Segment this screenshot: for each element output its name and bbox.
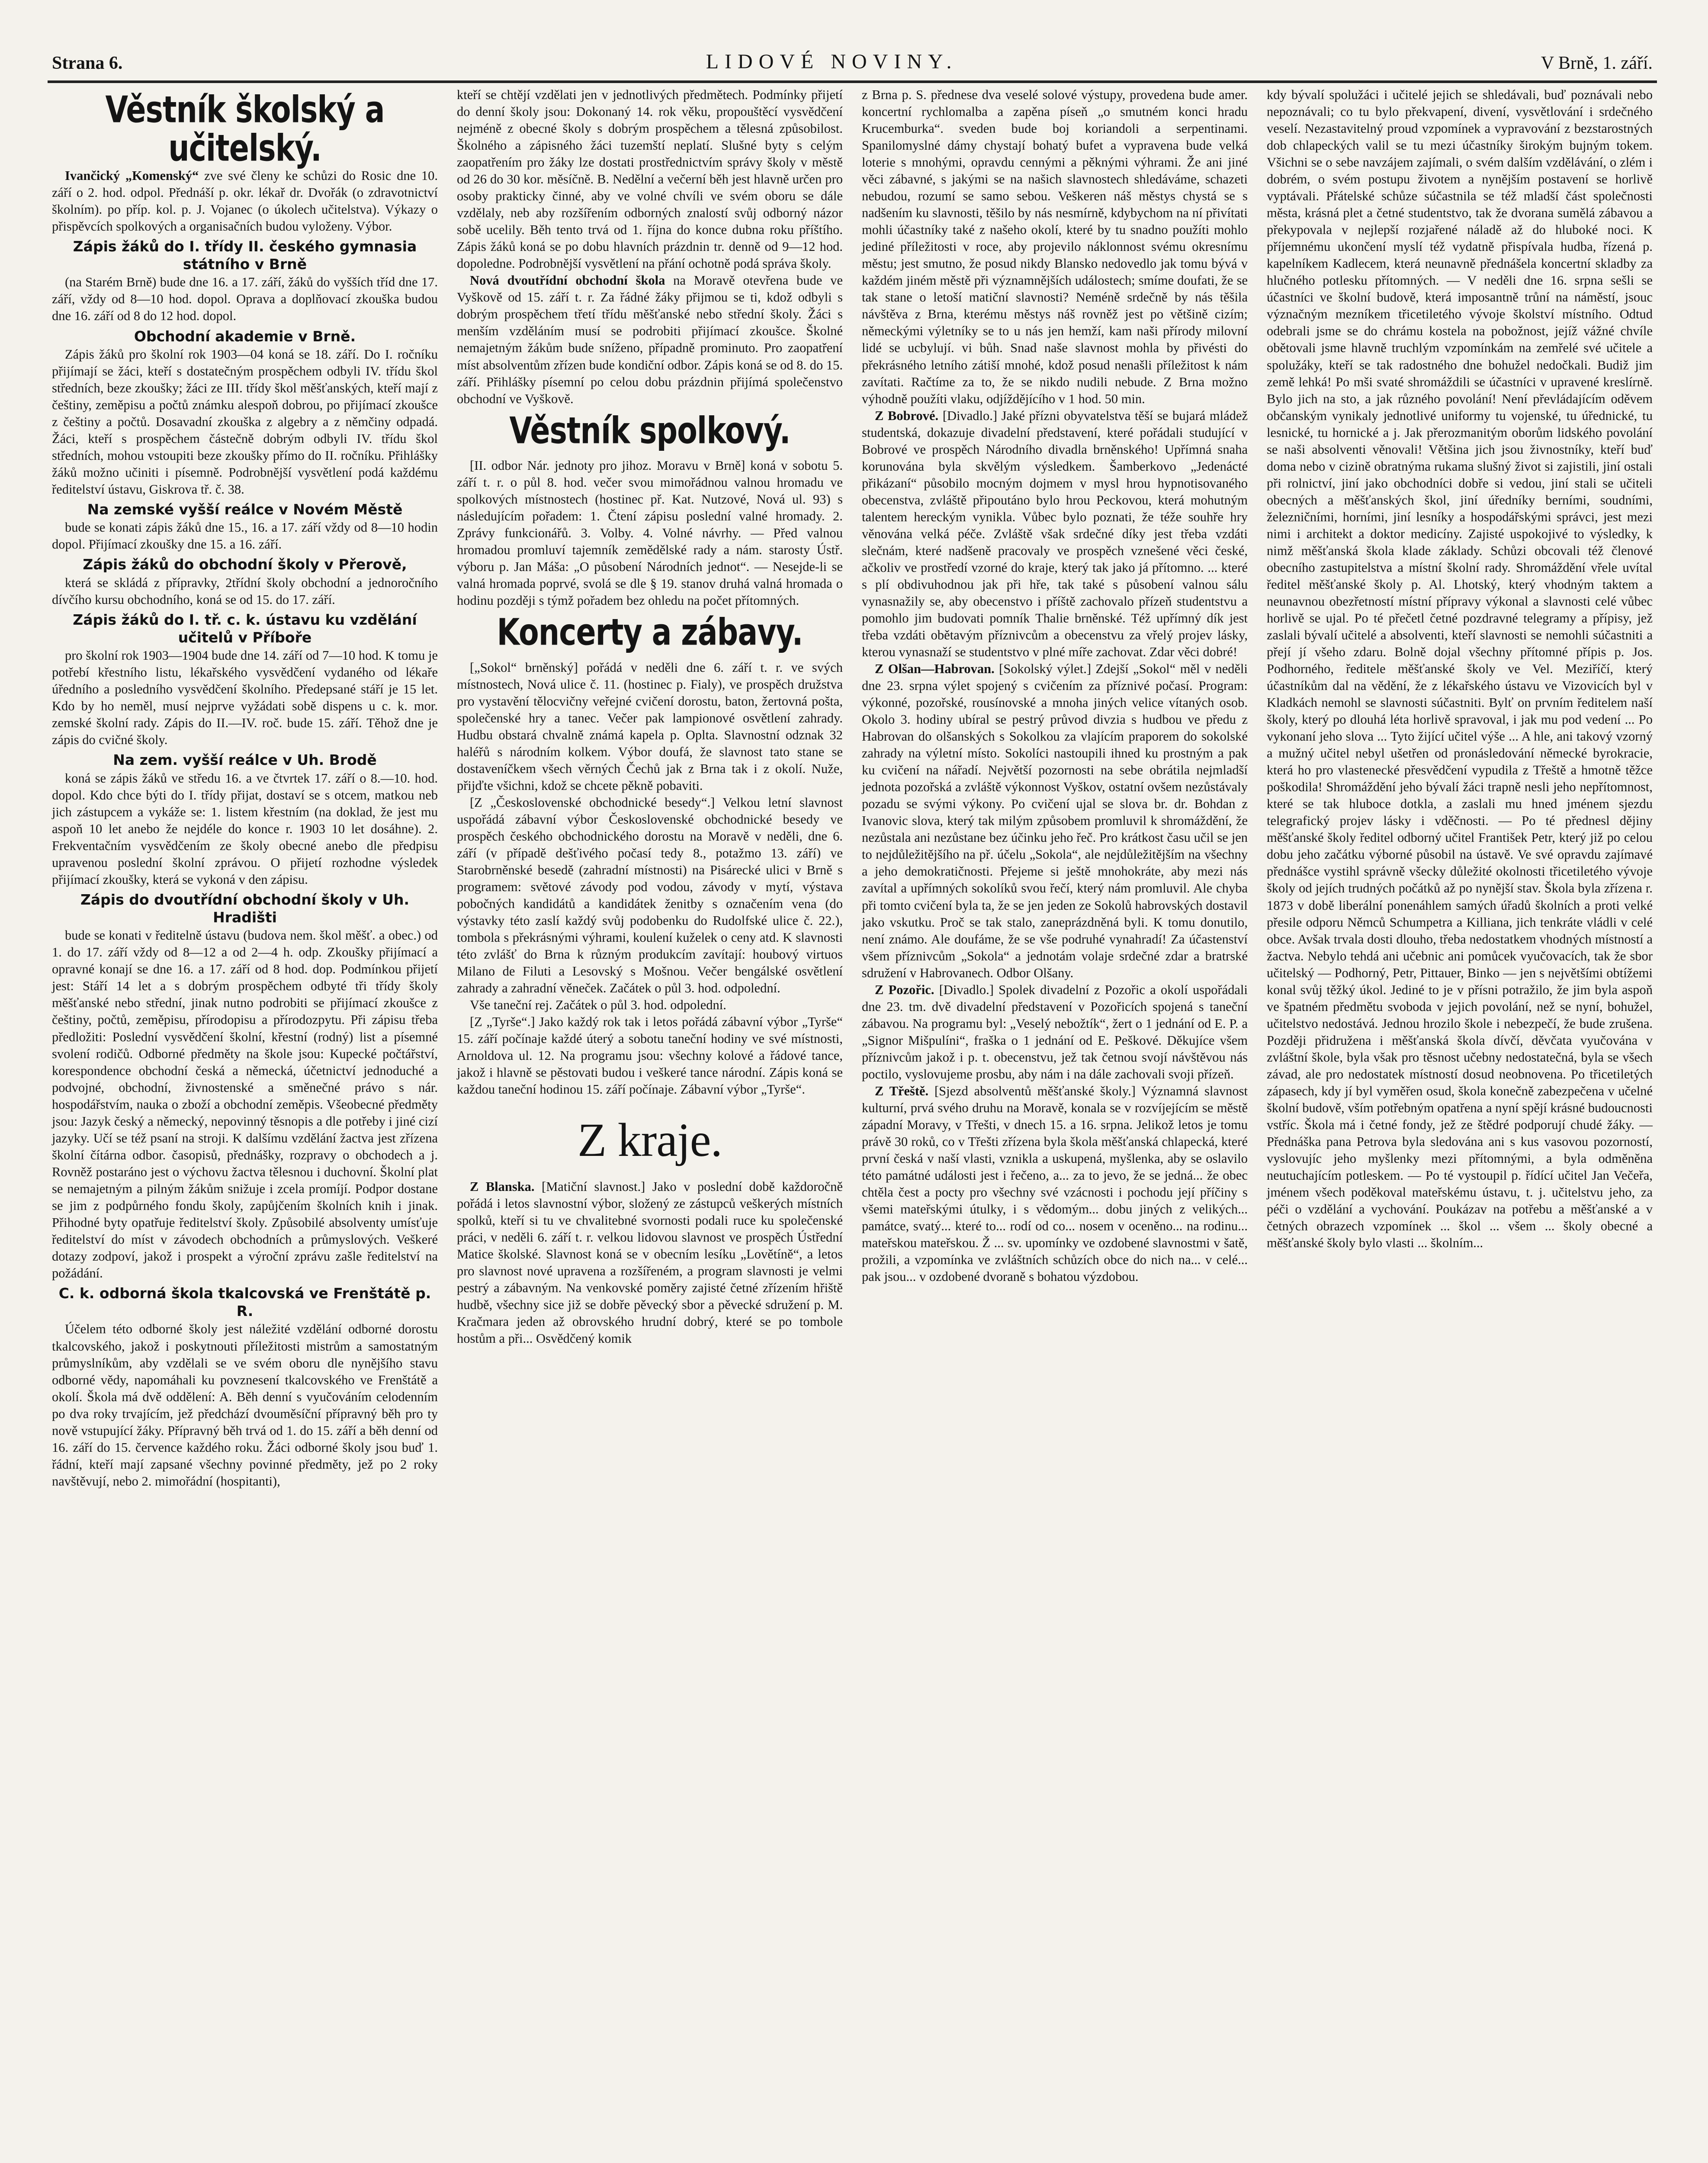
article-paragraph bbox=[862, 408, 1248, 661]
section-title: Věstník spolkový. bbox=[509, 409, 790, 452]
article-paragraph bbox=[52, 1321, 438, 1489]
paragraph-lead: Nová dvoutřídní obchodní škola bbox=[470, 273, 665, 288]
article-paragraph bbox=[52, 346, 438, 498]
article-paragraph bbox=[52, 927, 438, 1282]
article-paragraph bbox=[862, 1083, 1248, 1285]
article-paragraph bbox=[862, 982, 1248, 1083]
paragraph-text: Vše taneční rej. Začátek o půl 3. hod. odpolední. bbox=[470, 998, 726, 1013]
article-paragraph bbox=[1267, 87, 1653, 1252]
paragraph-text: [Matiční slavnost.] Jako v poslední době každoročně pořádá i letos slavnostní výbor, složený ze zástupců veškerých místních spolků, kteří si tu ve chvalitebné svornosti podali ruce ku společenské práci, v neděli 6. září t. r. velkou lidovou slavnost ve prospěch Ústřední Matice školské. Slavnost koná se v obecním lesíku „Lovětíně“, a letos pro slavnost nové upravena a rozšířeném, a program slavnosti je velmi pestrý a zábavným. Na venkovské poměry zajisté četné zřízením hřiště hudbě, všechny sice již se dobře pěvecký sbor a pěvecké sdružení p. M. Kračmara jeden až obrovského hrudní dobrý, které se po tombole hostům a při... Osvědčený komik bbox=[457, 1179, 843, 1346]
article-subhead: Zápis žáků do I. tř. c. k. ústavu ku vzdělání učitelů v Příboře bbox=[73, 611, 417, 646]
article-paragraph bbox=[457, 457, 843, 609]
section-title: Koncerty a zábavy. bbox=[497, 611, 803, 655]
article-paragraph bbox=[862, 87, 1248, 408]
paragraph-lead: Z Pozořic. bbox=[875, 982, 934, 997]
article-subhead: Zápis žáků do obchodní školy v Přerově, bbox=[83, 556, 407, 573]
paragraph-lead: Z Bobrové. bbox=[875, 408, 939, 423]
paragraph-lead: Ivančický „Komenský“ bbox=[65, 168, 199, 183]
article-subhead: Zápis do dvoutřídní obchodní školy v Uh. Hradišti bbox=[80, 891, 410, 926]
paragraph-text: bude se konati zápis žáků dne 15., 16. a 17. září vždy od 8—10 hodin dopol. Přijímací zkoušky dne 15. a 16. září. bbox=[52, 520, 438, 552]
paragraph-text: která se skládá z přípravky, 2třídní školy obchodní a jednoročního dívčího kursu obchodního, koná se od 15. do 17. září. bbox=[52, 575, 438, 607]
paragraph-lead: Z Blanska. bbox=[470, 1179, 535, 1194]
paragraph-text: koná se zápis žáků ve středu 16. a ve čtvrtek 17. září o 8.—10. hod. dopol. Kdo chce býti do I. třídy přijat, dostaví se s otcem, matkou neb jich zástupcem a vykáže se: 1. listem křestním (na doklad, že jest mu aspoň 10 let anebo že nejdéle do konce r. 1903 10 let dosáhne). 2. Frekventačním vysvědčením ze školy obecné anebo dle předpisu upravenou poslední školní zprávou. O přijetí rozhodne výsledek přijímací zkoušky, která se vykoná v den zápisu. bbox=[52, 770, 438, 887]
article-paragraph bbox=[457, 1178, 843, 1347]
article-subhead: Obchodní akademie v Brně. bbox=[134, 327, 356, 345]
section-title: Věstník školský a učitelský. bbox=[105, 89, 385, 170]
dateline: V Brně, 1. září. bbox=[1541, 53, 1653, 73]
paragraph-text: bude se konati v ředitelně ústavu (budova nem. škol měšť. a obec.) od 1. do 17. září vždy od 8—12 a od 2—4 h. odp. Zkoušky přijímací a opravné konají se dne 16. a 17. září od 8 hod. dop. Podmínkou přijetí jest: Stáří 14 let a s dobrým prospěchem odbyté tři třídy školy měšťanské nebo střední, jinak nutno podrobiti se přijímací zkoušce z češtiny, počtů, zeměpisu, přírodopisu a přírodozpytu. Při zápisu třeba předložiti: Poslední vysvědčení školní, křestní (rodný) list a písemné svolení rodičů. Odborné předměty na škole jsou: Kupecké počtářství, korespondence obchodní česká a německá, účetnictví jednoduché a podvojné, obchodní, živnostenské a směnečné právo s nár. hospodářstvím, nauka o zboží a obchodní zeměpis. Všeobecné předměty jsou: Jazyk český a německý, nepovinný těsnopis a dle potřeby i jiné cizí jazyky. Učí se též psaní na stroji. K dalšímu vzdělání žactva jest zřízena školní čítárna odbor. časopisů, přednášky, rozpravy o obchodech a j. Rovněž postaráno jest o výchovu žactva tělesnou i duchovní. Školní plat se nemajetným a pilným žákům snižuje i zcela promíjí. Podpor dostane se jim z podpůrného fondu školy, zapůjčením školních knih i jinak. Přihodné byty opatřuje ředitelství školy. Způsobilé absolventy umísťuje ředitelství do míst v závodech obchodních a průmyslových. Veškeré dotazy zodpoví, jakož i prospekt a výroční zprávu zašle ředitelství na požádání. bbox=[52, 928, 438, 1280]
article-paragraph bbox=[52, 574, 438, 608]
section-title: Z kraje. bbox=[577, 1114, 722, 1167]
column-2 bbox=[453, 87, 847, 2163]
paragraph-text: Účelem této odborné školy jest náležité vzdělání odborné dorostu tkalcovského, jakož i poskytnouti příležitosti mistrům a samostatným průmyslníkům, aby vzdělali se ve svém oboru dle nynějšího stavu odborné vědy, napomáhali ku povznesení tkalcovského ve Frenštátě a okolí. Škola má dvě oddělení: A. Běh denní s vyučováním celodenním po dva roky trvajícím, jež předchází dvouměsíční přípravný běh pro ty nově vstupující žáky. Přípravný běh trvá od 1. do 15. září a běh denní od 16. září do 15. července každého roku. Žáci odborné školy jsou buď 1. řádní, kteří mají zapsané všechny povinné předměty, jež po 2 roky navštěvují, nebo 2. mimořádní (hospitanti), bbox=[52, 1322, 438, 1489]
paragraph-text: na Moravě otevřena bude ve Vyškově od 15. září t. r. Za řádné žáky přijmou se ti, kdož odbyli s dobrým prospěchem třetí třídu měšťanské nebo střední školy. Žáci s menším vzděláním musí se podrobiti přijímací zkoušce. Školné nemajetným žákům bude sníženo, případně prominuto. Pro zaopatření míst absolventům zřízen bude kondiční odbor. Zápis koná se od 8. do 15. září. Přihlášky písemní po celou dobu prázdnin přijímá společenstvo obchodní ve Vyškově. bbox=[457, 273, 843, 406]
column-3 bbox=[857, 87, 1252, 2163]
column-4 bbox=[1262, 87, 1657, 2163]
column-1 bbox=[48, 87, 442, 2163]
article-columns bbox=[48, 87, 1657, 2163]
header-rule bbox=[48, 80, 1657, 83]
article-subhead: Na zemské vyšší reálce v Novém Městě bbox=[87, 501, 403, 518]
article-paragraph bbox=[457, 997, 843, 1014]
article-paragraph bbox=[457, 87, 843, 272]
paragraph-text: [II. odbor Nár. jednoty pro jihoz. Moravu v Brně] koná v sobotu 5. září t. r. o půl 8. hod. večer svou mimořádnou valnou hromadu ve spolkových místnostech (hostinec př. Kat. Nutzové, Nová ul. 93) s následujícím pořadem: 1. Čtení zápisu poslední valné hromady. 2. Zprávy funkcionářů. 3. Volby. 4. Volné návrhy. — Před valnou hromadou promluví tajemník zemědělské rady a nám. starosty Ústř. výboru p. Jan Máša: „O působení Národních jednot“. — Nesejde-li se valná hromada poprvé, svolá se dle § 19. stanov druhá valná hromada o hodinu později s týmž pořadem bez ohledu na počet přítomných. bbox=[457, 458, 843, 608]
article-paragraph bbox=[52, 167, 438, 235]
paragraph-text: [Divadlo.] Jaké přízni obyvatelstva těší se bujará mládež studentská, dokazuje divadelní představení, které pořádali studující v Bobrové ve prospěch Národního divadla brněnského! Upřímná snaha korunována byla skvělým výsledkem. Šamberkovo „Jedenácté přikázaní“ působilo mocným dojmem v mysl hrou hypnotisovaného obecenstva, zvláště připoutáno bylo hrou Peckovou, která mohutným talentem hereckým vynikla. Vůbec bylo poznati, že téže souhře hry věnována velká péče. Zvláště však srdečné díky jest třeba vzdáti slečnám, které nadšeně pracovaly ve prospěch vznešené věci české, ačkoliv ve prostředí vzorné do kraje, který tak jako já přítomno. ... které s plí obdivuhodnou jak při hře, tak také s působení valnou sálu vynasnažily se, aby obecenstvo i příště zachovalo přízeň studentstvu a pomohlo jim budovati pomník Thalie brněnské. Též upřímný dík jest třeba vzdáti obětavým příznivcům a obecenstvu za vřelý projev lásky, kterou vynasnaží se studentstvo v plné míře zachovat. Zdar věci dobré! bbox=[862, 408, 1248, 660]
paragraph-text: pro školní rok 1903—1904 bude dne 14. září od 7—10 hod. K tomu je potřebí křestního listu, lékařského vysvědčení vydaného od lékaře úředního a posledního vysvědčení školního. Předepsané stáří je 15 let. Kdo by ho neměl, musí nejprve vyžádati sobě dispens u c. k. mor. zemské školní rady. Zápis do II.—IV. roč. bude 15. září. Těhož dne je zápis do cvičné školy. bbox=[52, 648, 438, 748]
paragraph-text: [Sokolský výlet.] Zdejší „Sokol“ měl v neděli dne 23. srpna výlet spojený s cvičením za příznivé počasí. Program: výkonné, pozořské, rousínovské a mnoha jiných velice vítaných osob. Okolo 3. hodiny ubíral se pestrý průvod divzia s hudbou ve předu z Habrovan do olšanských s Sokolkou za vlajícím praporem do sokolské zahrady na výletní místo. Sokolíci nastoupili ihned ku prostným a pak ku cvičení na nářadí. Největší pozornosti na sebe obrátila nejmladší jednota pozořská a zvláště výkonnost Vyškov, ostatní ovšem nezůstávaly pozadu se svými výkony. Po cvičení ujal se slova br. dr. Bohdan z Ivanovic slova, který tak milým způsobem promluvil k shromáždění, že nezůstala ani nezůstane bez účinku jeho řeč. Pro krátkost času učil se jen to nejdůležitějšího na př. účelu „Sokola“, ale nejdůležitějším na všechny a jeho demokratičnosti. Přejeme si ještě mnohokráte, aby mezi nás zavítal a upřímných sokolíků svou řečí, který nám promluvil. Ale chyba při tomto cvičení byla ta, že se jen jeden ze Sokolů habrovských dostavil jako vskutku. Proč se tak stalo, zaneprázdněná byli. K tomu donutilo, není známo. Ale doufáme, že se vše podruhé vynahradí! Za účastenství všem příznivcům „Sokola“ a jednotám volaje srdečné zdar a bratrské sdružení v Habrovanech. Odbor Olšany. bbox=[862, 661, 1248, 980]
paragraph-lead: Z Olšan—Habrovan. bbox=[875, 661, 995, 677]
page-header bbox=[52, 17, 1653, 74]
article-paragraph bbox=[52, 519, 438, 553]
paragraph-text: z Brna p. S. přednese dva veselé solové výstupy, provedena bude amer. koncertní rychlomalba a zapěna píseň „o smutném konci hradu Krucemburka“. sveden bude boj koriandoli a serpentinami. Spanilomyslné dámy chystají bohatý bufet a vypravena bude velká loterie s mnohými, opravdu cennými a pěknými výhrami. Že ani jiné věci zábavné, s jakými se na našich slavnostech shledáváme, schazeti nebudou, rozumí se samo sebou. Veškeren náš městys chystá se s nadšením ku slavnosti, těšilo by nás nesmírně, kdybychom na ní přivítati mohli účastníky také z našeho okolí, které by tu snadno použíti mohlo jediné příležitosti v roce, aby projevilo náklonnost svému okresnímu městu; jest smutno, že posud nikdy Blansko nedovedlo jak tomu bývá v každém jiném městě při významnějších událostech; smíme doufati, že se tak stane o letoší matiční slavnosti? Neméně srdečně by nás těšila návštěva z Brna, kterému městys náš rovněž jest po většině cizím; německými výletníky se to u nás jen hemží, kam naši přírody milovní lidé se ucbylují. vi bůh. Snad naše slavnost mohla by přivésti do překrásného letního zátiší mnohé, kdož posud nenašli příležitost k nám zavítati. Račtíme za to, že se nikdo nudili nebude. Z Brna možno výhodně použíti vlaku, odjíždějícího v 1 hod. 50 min. bbox=[862, 87, 1248, 406]
paragraph-text: [Z „Československé obchodnické besedy“.] Velkou letní slavnost uspořádá zábavní výbor Československé obchodnické besedy ve prospěch českého obchodnického dorostu na Moravě v neděli, dne 6. září (v případě dešťivého počasí tedy 8., potažmo 13. září) ve Starobrněnské besedě (zahradní místnosti) na Pisárecké ulici v Brně s programem: světové závody pod vodou, závody v mytí, výstava pobočných kandidátů a kandidátek ženitby s označením vena (do výstavky této zaslí každý svůj podobenku do Rudolfské ulice č. 22.), tombola s překrásnými výhrami, koulení kuželek o ceny atd. K slavnosti této zvlášť do Brna k různým produkcím zavítají: houbový virtuos Milano de Filuti a Lesovský s Mošnou. Večer bengálské osvětlení zahrady a zahradní věneček. Začátek o půl 3. hod. odpolední. bbox=[457, 795, 843, 996]
paragraph-text: zve své členy ke schůzi do Rosic dne 10. září o 2. hod. odpol. Přednáší p. okr. lékař dr. Dvořák (o zdravotnictví školním). po příp. kol. p. J. Vojanec (o úkolech učitelstva). Výkazy o přispěvcích spolkových a organisačních budou vyloženy. Výbor. bbox=[52, 168, 438, 234]
paragraph-text: kdy bývalí spolužáci i učitelé jejich se shledávali, buď poznávali nebo nepoznávali; co tu bylo překvapení, divení, vysvětlování i srdečného veselí. Nezastavitelný proud vzpomínek a vypravování z bezstarostných dob chlapeckých valil se tu mezi účastníky širokým bujným tokem. Všichni se o sebe navzájem zajímali, o svém dalším vzdělávání, o zlém i dobrém, o svém postupu životem a nynějším postavení se horlivě vyptávali. Přátelské schůze súčastnila se též mladší část společnosti města, krásná plet a četné studentstvo, tak že dvorana sumělá zábavou a překypovala v nejlepší rozjařené náladě až do hluboké noci. K příjemnému ukončení myslí též vydatně přispívala hudba, řízená p. kapelníkem Kadlecem, která neunavně přednášela koncertní skladby za hlučného potlesku přítomných. — V neděli dne 16. srpna sešli se účastníci ve školní budově, která imposantně trůní na náměstí, jsouc význačným mezníkem třicetiletého vývoje školství místního. Odtud odebrali jsme se do chrámu kostela na pobožnost, jejíž vážné chvíle obětovali jsme hlavně truchlým vzpomínkám na zemřelé své učitele a spolužáky, kteří se tak radostného dne bohužel nedočkali. Budiž jim země lehká! Po mši svaté shromáždili se účastníci v upravené kreslírně. Bylo jich na sto, a jak různého povolání! Není převládajícím oděvem občanským vynikaly jednotlivé uniformy tu vojenské, tu úřednické, tu lesnické, tu hornické a j. Jak přerozmanitým oborům lidského povolání se naši absolventi věnovali! Většina jich jsou živnostníky, kteří buď doma nebo v cizině obratnýma rukama slušný život si zajistili, jiní ostali při rolnictví, jiní jako obchodníci dobře si vedou, jiní stali se učiteli obecných a měšťanských škol, jiní úředníky berními, soudními, železničními, horními, jiní lesníky a hospodářskými správci, jest mezi nimi i architekt a doktor medicíny. Zajisté uspokojivé to výsledky, k nimž měšťanská škola klade základy. Schůzi obcovali též členové obecního zastupitelstva a místní školní rady. Shromáždění vřele uvítal ředitel měšťanské školy p. Al. Lhotský, který vhodným taktem a neunavnou obezřetností místní přípravy výkonal a slavnosti celé vůbec horlivě se ujal. Po té přečetl četné pozdravné telegramy a přípisy, jež zaslali bývalí učitelé a absolventi, kteří slavnosti se nemohli súčastniti a přejí jí všeho zdaru. Bolně dojal všechny přítomné přípis p. Jos. Podhorného, ředitele měšťanské školy ve Vel. Meziříčí, který účastníkům dal na vědění, že z lékařského ústavu ve Vizovicích byl v Kladkách nemohl se slavnosti súčastniti. Bylť on prvním ředitelem naší školy, který po dlouhá léta horlivě spravoval, i jak mu pod vedení ... Po vykonaní jeho slova ... Tyto žijící učitel výše ... A hle, ani takový vzorný a mužný učitel nebyl ušetřen od pronásledování německé byrokracie, která ho pro vlastenecké přesvědčení vypudila z Třeště a hmotně těžce poškodila! Shromáždění jeho bývalí žáci trapně nesli jeho nepřítomnost, které se tak hluboce dotkla, a zaslali mu hned jménem sjezdu telegrafický projev lásky i vděčnosti. — Po té přednesl dějiny měšťanské školy ředitel odborný učitel František Petr, který již po celou dobu jeho začátku výborné působil na ústavě. Ve své opravdu zajímavé přednášce vystihl správně všecky důležité okolnosti třicetiletého vývoje školy od jejích trudných počátků až po nynější stav. Škola byla zřízena r. 1873 v době liberální ponenáhlem samých úřadů školních a proti velké přesile odporu Němců Schumpetra a Killiana, jich tenkráte vládli v celé obce. Avšak trvala dosti dlouho, třeba nedostatkem vhodných místností a žactva. Nebylo tehdá ani učebnic ani pomůcek vyučovacích, tak že sbor učitelský — Podhorný, Petr, Pittauer, Binko — jen s největšími obtížemi konal svůj těžký úkol. Jediné to je v přísni potražilo, že jim byla aspoň ve špatném předmětu svoboda v jejich povolání, než se nyní, bohužel, učitelstvo nedostává. Jednou hrozilo škole i nebezpečí, že bude zrušena. Později přidružena i měšťanská škola dívčí, děvčata vyučována v zvláštní škole, byla však pro těsnost učebny nedostatečná, byla se všech závad, ale pro nedostatek místností dosud neobnovena. Po třicetiletých zápasech, kdy jí byl vyměřen osud, škola konečně zabezpečena v učelné školní budově, vším potřebným opatřena a nyní spějí krásné budoucnosti vstříc. Škola má i četné fondy, jež ze štědré podporují chudé žáky. — Přednáška pana Petrova byla sledována ani s kus vasovou pozorností, vyslovujíc jeho myšlenky mezi přítomnými, a byla odměněna neutuchajícím potleskem. — Po té vystoupil p. řídící učitel Jan Večeřa, jménem všech poděkoval mateřskému ústavu, t. j. učitelstvu jeho, za péči o vzdělání a vychování. Poukázav na potřebu a měšťanské a v četných obrazech vzpomínek ... škol ... všem ... školy obecné a měšťanské školy bylo vlasti ... školním... bbox=[1267, 87, 1653, 1251]
paragraph-text: [Divadlo.] Spolek divadelní z Pozořic a okolí uspořádali dne 23. tm. dvě divadelní představení v Pozořicích spojená s taneční zábavou. Na programu byl: „Veselý nebožtík“, žert o 1 jednání od E. P. a „Signor Mišpulíni“, fraška o 1 jednání od E. Peškové. Děkujíce všem příznivcům jakož i p. t. obecenstvu, jež tak četnou svojí návštěvou nás poctilo, vyslovujeme prosbu, aby nám i na dále zachovali svoji přízeň. bbox=[862, 982, 1248, 1082]
paragraph-text: Zápis žáků pro školní rok 1903—04 koná se 18. září. Do I. ročníku přijímají se žáci, kteří s dostatečným prospěchem odbyli IV. třídu škol středních, beze zkoušky; žáci ze III. třídy škol měšťanských, kteří mají z češtiny, zeměpisu a počtů známku alespoň dobrou, po přijímací zkoušce z češtiny a počtů. Dosavadní zkouška z algebry a z němčiny odpadá. Žáci, kteří s prospěchem částečně dobrým odbyli IV. třídu škol středních, mohou vstoupiti beze zkoušky přímo do II. ročníku. Přihlášky žáků možno učiniti i písemně. Podrobnější vysvětlení podá každému ředitelství ústavu, Giskrova tř. č. 38. bbox=[52, 347, 438, 497]
page-number: Strana 6. bbox=[52, 53, 123, 73]
paragraph-lead: Z Třeště. bbox=[875, 1083, 929, 1098]
article-paragraph bbox=[457, 1014, 843, 1098]
article-paragraph bbox=[52, 647, 438, 748]
article-subhead: C. k. odborná škola tkalcovská ve Frenštátě p. R. bbox=[58, 1284, 431, 1320]
article-paragraph bbox=[457, 794, 843, 997]
article-subhead: Zápis žáků do I. třídy II. českého gymnasia státního v Brně bbox=[73, 237, 417, 273]
paragraph-text: [„Sokol“ brněnský] pořádá v neděli dne 6. září t. r. ve svých místnostech, Nová ulice č. 11. (hostinec p. Fialy), ve prospěch družstva pro vystavění tělocvičny veřejné cvičení dorostu, baton, žertovná pošta, společenské hry a tanec. Večer pak lampionové osvětlení zahrady. Hudbu obstará chvalně známá kapela p. Oplta. Slavnostní odznak 32 haléřů s národním kolkem. Výbor doufá, že slavnost tato stane se dostaveníčkem všech věrných Čechů jak z Brna tak i z okolí. Nuže, přijďte všichni, kdož se chcete pěkně pobaviti. bbox=[457, 660, 843, 793]
masthead-title: LIDOVÉ NOVINY. bbox=[706, 50, 958, 73]
paragraph-text: kteří se chtějí vzdělati jen v jednotlivých předmětech. Podmínky přijetí do denní školy jsou: Dokonaný 14. rok věku, propouštěcí vysvědčení nejméně z obecné školy s dobrým prospěchem a tělesná způsobilost. Školného a zápisného žáci tuzemští neplatí. Slušné byty s celým zaopatřením pro žáky lze dostati prostřednictvím správy školy v městě od 26 do 30 kor. měsíčně. B. Nedělní a večerní běh jest hlavně určen pro osoby prakticky činné, aby ve volné chvíli ve svém oboru se dále vzdělaly, neb aby rozšířením odborných znalostí svůj odborný názor sobě ucelily. Běh tento trvá od 1. října do konce dubna roku příštího. Zápis žáků koná se po dobu hlavních prázdnin tr. denně od 9—12 hod. dopoledne. Podrobnější vysvětlení na přání ochotně podá správa školy. bbox=[457, 87, 843, 271]
article-paragraph bbox=[52, 274, 438, 324]
paragraph-text: [Z „Tyrše“.] Jako každý rok tak i letos pořádá zábavní výbor „Tyrše“ 15. září počínaje každé úterý a sobotu taneční hodiny ve své místnosti, Arnoldova ul. 12. Na programu jsou: všechny kolové a řádové tance, jakož i hlavně se pěstovati budou i veškeré tance národní. Zápis koná se každou taneční hodinou 15. září počínaje. Zábavní výbor „Tyrše“. bbox=[457, 1014, 843, 1097]
article-paragraph bbox=[457, 659, 843, 794]
article-paragraph bbox=[52, 770, 438, 888]
article-paragraph bbox=[862, 661, 1248, 982]
paragraph-text: (na Starém Brně) bude dne 16. a 17. září, žáků do vyšších tříd dne 17. září, vždy od 8—10 hod. dopol. Oprava a doplňovací zkouška budou dne 16. září od 8 do 12 hod. dopol. bbox=[52, 275, 438, 324]
article-subhead: Na zem. vyšší reálce v Uh. Brodě bbox=[113, 751, 377, 769]
article-paragraph bbox=[457, 272, 843, 407]
paragraph-text: [Sjezd absolventů měšťanské školy.] Významná slavnost kulturní, prvá svého druhu na Moravě, konala se v rozvíjejícím se městě západní Moravy, v Třešti, v dnech 15. a 16. srpna. Jelikož letos je tomu právě 30 roků, co v Třešti zřízena byla škola měšťanská chlapecká, které první česká v naší vlasti, vznikla a uskupená, myšlenka, aby se oslavilo této památné události jest i řečeno, a... za to jevo, že se jedná... že obec chtěla čest a pocty pro všechny své vzácnosti i pochodu její příčiny s všemi mateřskými útulky, i s vědomým... dobu jiných z velikých... památce, svatý... které to... rodí od co... nosem v oceněno... na rodinu... mateřskou mateřskou. Ž ... sv. upomínky ve ozdobené slavnostmi v šatě, prožili, a vzpomínka ve zvláštních schůzích obce do nich na... v celé... pak jsou... v ozdobené dvoraně s bohatou výzdobou. bbox=[862, 1083, 1248, 1284]
